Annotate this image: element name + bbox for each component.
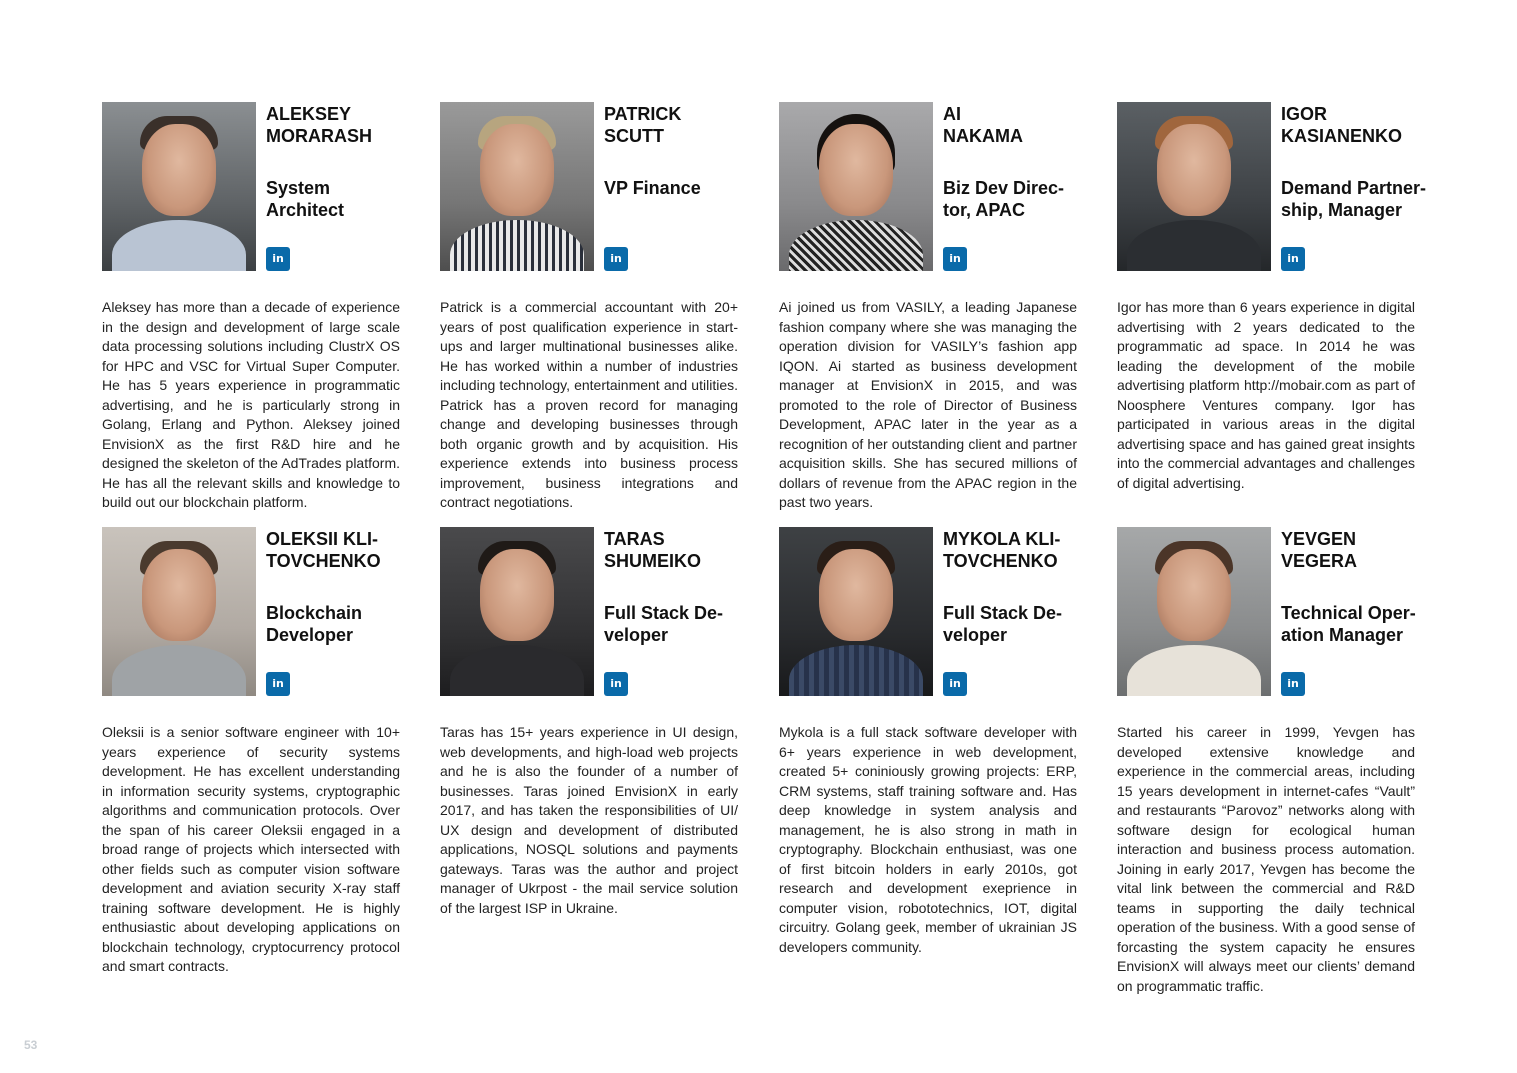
linkedin-icon[interactable]: in [943,247,967,271]
member-role: Technical Oper- ation Manager [1281,603,1416,645]
member-name: IGOR KASIANENKO [1281,104,1403,146]
member-role: Full Stack De- veloper [943,603,1063,645]
linkedin-icon[interactable]: in [1281,672,1305,696]
member-role: Full Stack De- veloper [604,603,724,645]
member-role: Biz Dev Direc- tor, APAC [943,178,1065,220]
member-name: ALEKSEY MORARASH [266,104,372,146]
linkedin-icon[interactable]: in [266,247,290,271]
member-info [266,102,436,271]
member-bio: Aleksey has more than a decade of experience in the design and development of large scale data processing solutions including ClustrX OS for HPC and VSC for Virtual Super Computer. He has 5 years experience in programmatic advertising, and he is particularly strong in Golang, Erlang and Python. Aleksey joined EnvisionX as the first R&D hire and he designed the skeleton of the AdTrades platform. He has all the relevant skills and knowledge to build out our blockchain platform. [102,299,400,510]
portrait-photo [102,102,256,271]
linkedin-icon[interactable]: in [604,247,628,271]
member-name: OLEKSII KLI- TOVCHENKO [266,529,381,571]
portrait-photo [1117,102,1271,271]
linkedin-icon[interactable]: in [604,672,628,696]
member-name: PATRICK SCUTT [604,104,682,146]
linkedin-icon[interactable]: in [266,672,290,696]
member-bio: Patrick is a commercial accountant with 20+ years of post qualification experience in start-ups and larger multinational businesses alike. He has worked within a number of industries including technology, entertainment and utilities. Patrick has a proven record for managing change and developing businesses through both organic growth and by acquisition. His experience extends into business process improvement, business integrations and contract negotiations. [440,299,738,510]
member-name: YEVGEN VEGERA [1281,529,1358,571]
member-bio: Mykola is a full stack software developer with 6+ years experience in web development, created 5+ coniniously growing projects: ERP, CRM systems, staff training software and. Has deep knowledge in system analysis and management, he is also strong in math in cryptography. Blockchain enthusiast, was one of first bitcoin holders in early 2010s, got research and development exeprience in computer vision, robototechnics, IOT, digital circuitry. Golang geek, member of ukrainian JS developers community. [779,724,1077,955]
member-role: VP Finance [604,178,701,198]
member-bio: Oleksii is a senior software engineer with 10+ years experience of security systems development. He has excellent understanding in information security systems, cryptographic algorithms and communication protocols. Over the span of his career Oleksii engaged in a broad range of projects which intersected with other fields such as computer vision software development and aviation security X-ray staff training software development. He is highly enthusiastic about developing applications on blockchain technology, cryptocurrency protocol and smart contracts. [102,724,400,974]
member-role: System Architect [266,178,345,220]
member-info [604,527,774,696]
member-name: TARAS SHUMEIKO [604,529,702,571]
portrait-photo [779,527,933,696]
member-bio: Taras has 15+ years experience in UI design, web developments, and high-load web projects and he is also the founder of a number of businesses. Taras joined EnvisionX in early 2017, and has taken the responsibilities of UI/ UX design and development of distributed applications, NOSQL solutions and payments gateways. Taras was the author and project manager of Ukrpost - the mail service solution of the largest ISP in Ukraine. [440,724,738,916]
portrait-photo [440,527,594,696]
member-name: MYKOLA KLI- TOVCHENKO [943,529,1061,571]
member-info [1281,102,1451,271]
member-name: AI NAKAMA [943,104,1023,146]
member-bio: Ai joined us from VASILY, a leading Japanese fashion company where she was managing the operation division for VASILY’s fashion app IQON. Ai started as business development manager at EnvisionX in 2015, and was promoted to the role of Director of Business Development, APAC later in the year as a recognition of her outstanding client and partner acquisition skills. She has secured millions of dollars of revenue from the APAC region in the past two years. [779,299,1077,510]
member-info [943,102,1113,271]
portrait-photo [102,527,256,696]
member-info [604,102,774,271]
linkedin-icon[interactable]: in [1281,247,1305,271]
portrait-photo [440,102,594,271]
member-info [266,527,436,696]
member-bio: Started his career in 1999, Yevgen has developed extensive knowledge and experience in the commercial areas, including 15 years development in internet-cafes “Vault” and restaurants “Parovoz” networks along with software design for ecological human interaction and business process automation. Joining in early 2017, Yevgen has become the vital link between the commercial and R&D teams in supporting the daily technical operation of the business. With a good sense of forcasting the system capacity he ensures EnvisionX will always meet our clients’ demand on programmatic traffic. [1117,724,1415,994]
member-info [1281,527,1451,696]
member-info [943,527,1113,696]
member-role: Demand Partner- ship, Manager [1281,178,1427,220]
member-bio: Igor has more than 6 years experience in digital advertising with 2 years dedicated to the programmatic ad space. In 2014 he was leading the development of the mobile advertising platform http://mobair.com as part of Noosphere Ventures company. Igor has participated in various areas in the digital advertising space and has gained great insights into the commercial advantages and challenges of digital advertising. [1117,299,1415,491]
portrait-photo [1117,527,1271,696]
linkedin-icon[interactable]: in [943,672,967,696]
portrait-photo [779,102,933,271]
page-number: 53 [24,1038,38,1052]
member-role: Blockchain Developer [266,603,363,645]
